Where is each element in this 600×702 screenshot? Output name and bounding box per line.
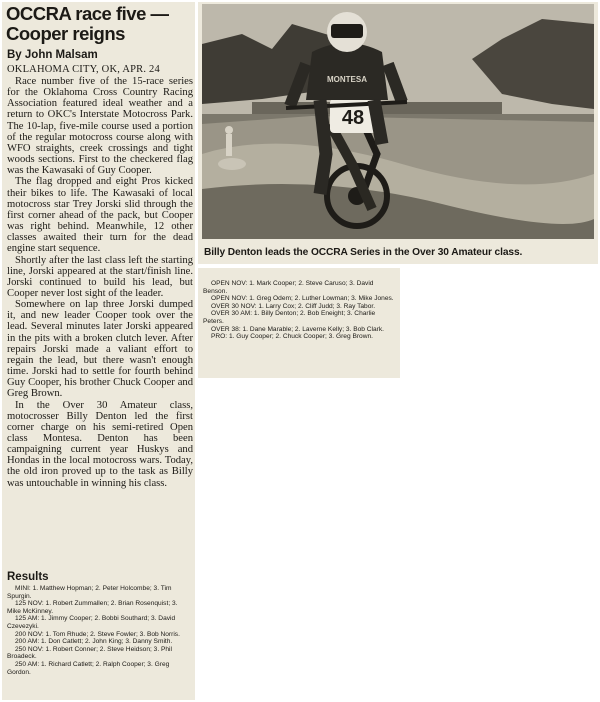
result-entry: OPEN NOV: 1. Mark Cooper; 2. Steve Caruso; 3. David Benson.	[203, 280, 374, 295]
race-photo	[202, 4, 594, 239]
article-paragraph: In the Over 30 Amateur class, motocrosser Billy Denton led the first corner charge on his semi-retired Open class Montesa. Denton has been campaigning current year Huskys and Hondas in the local motocross wars. Today, the old iron proved up to the task as Billy was untouchable in winning his class.	[7, 399, 193, 489]
article-paragraph: The flag dropped and eight Pros kicked their bikes to life. The Kawasaki of local motocross star Trey Jorski slid through the first corner ahead of the pack, but Cooper was right behind. Meanwhile, 12 other classes awaited their turn for the dead engine start sequence.	[7, 176, 193, 255]
result-entry: 200 NOV: 1. Tom Rhude; 2. Steve Fowler; 3. Bob Norris.	[15, 630, 180, 638]
motocross-rider-illustration	[202, 4, 594, 239]
article-column	[2, 2, 195, 700]
article-paragraph: Race number five of the 15-race series for the Oklahoma Cross Country Racing Association featured ideal weather and a return to OKC's Interstate Motocross Park. The 10-lap, five-mile course used a portion of the regular motocross course along with WFO straights, creek crossings and tight woods sections. First to the checkered flag was the Kawasaki of Guy Cooper.	[7, 76, 193, 177]
article-paragraph: Somewhere on lap three Jorski dumped it, and new leader Cooper took over the lead. Several minutes later Jorski appeared in the pits with a broken clutch lever. After repairs Jorski made a valiant effort to regain the lead, but there wasn't enough time. Jorski had to settle for fourth behind Guy Cooper, his brother Chuck Cooper and Greg Brown.	[7, 299, 193, 400]
photo-caption: Billy Denton leads the OCCRA Series in the Over 30 Amateur class.	[204, 247, 523, 258]
results-heading: Results	[7, 571, 49, 583]
result-entry: 200 AM: 1. Don Catlett; 2. John King; 3. Danny Smith.	[15, 638, 173, 646]
result-entry: 250 AM: 1. Richard Catlett; 2. Ralph Cooper; 3. Greg Gordon.	[7, 660, 170, 676]
result-entry: 125 AM: 1. Jimmy Cooper; 2. Bobbi Southard; 3. David Czevezyki.	[7, 615, 176, 630]
result-entry: OVER 30 NOV: 1. Larry Cox; 2. Cliff Judd; 3. Ray Tabor.	[211, 302, 376, 310]
headline-line-2: Cooper reigns	[6, 23, 125, 44]
result-entry: 250 NOV: 1. Robert Conner; 2. Steve Heidson; 3. Phil Broadeck.	[7, 645, 172, 661]
jersey-text: MONTESA	[327, 75, 367, 84]
result-entry: OVER 30 AM: 1. Billy Denton; 2. Bob Eneight; 3. Charlie Peters.	[203, 310, 376, 325]
photo-block	[198, 2, 598, 264]
results-list-right	[203, 280, 397, 341]
article-body	[7, 76, 193, 489]
result-entry: PRO: 1. Guy Cooper; 2. Chuck Cooper; 3. Greg Brown.	[211, 333, 373, 341]
dateline: OKLAHOMA CITY, OK, APR. 24	[7, 64, 160, 75]
bike-number: 48	[341, 107, 365, 129]
headline-line-1: OCCRA race five —	[6, 3, 169, 24]
result-entry: OPEN NOV: 1. Greg Odem; 2. Luther Lowman; 3. Mike Jones.	[211, 295, 394, 303]
results-list-left	[7, 585, 193, 676]
result-entry: 125 NOV: 1. Robert Zummallen; 2. Brian Rosenquist; 3. Mike McKinney.	[7, 600, 178, 615]
result-entry: MINI: 1. Matthew Hopman; 2. Peter Holcombe; 3. Tim Spurgin.	[7, 585, 172, 600]
headline	[6, 4, 194, 44]
byline: By John Malsam	[7, 49, 98, 61]
article-paragraph: Shortly after the last class left the starting line, Jorski appeared at the start/finish line. Jorski continued to build his lead, but Cooper never lost sight of the leader.	[7, 254, 193, 299]
result-entry: OVER 38: 1. Dane Marable; 2. Laverne Kelly; 3. Bob Clark.	[211, 325, 384, 333]
results-column-right	[198, 268, 400, 378]
